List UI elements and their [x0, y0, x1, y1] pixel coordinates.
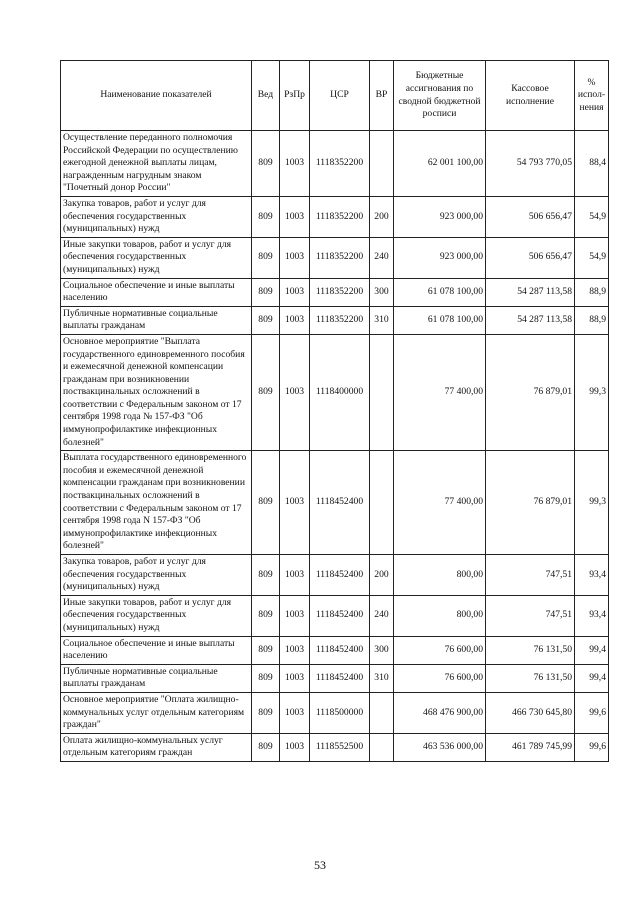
cell-execution-percent: 99,3: [575, 451, 609, 555]
cell-execution-percent: 54,9: [575, 196, 609, 237]
cell-cash-execution: 76 131,50: [486, 636, 575, 664]
table-row: [61, 306, 609, 334]
cell-ved: 809: [252, 636, 280, 664]
cell-cash-execution: 76 131,50: [486, 664, 575, 692]
page-number: 53: [314, 858, 326, 872]
cell-execution-percent: 93,4: [575, 595, 609, 636]
cell-csr: 1118452400: [310, 664, 370, 692]
cell-name: Социальное обеспечение и иные выплаты населению: [61, 278, 252, 306]
cell-csr: 1118400000: [310, 334, 370, 450]
cell-vr: 200: [370, 196, 394, 237]
cell-name: Социальное обеспечение и иные выплаты населению: [61, 636, 252, 664]
cell-vr: [370, 451, 394, 555]
table-row: [61, 595, 609, 636]
cell-rzpr: 1003: [280, 334, 310, 450]
cell-assignments: 923 000,00: [394, 237, 486, 278]
cell-execution-percent: 54,9: [575, 237, 609, 278]
cell-cash-execution: 747,51: [486, 555, 575, 596]
cell-ved: 809: [252, 451, 280, 555]
cell-execution-percent: 88,9: [575, 306, 609, 334]
cell-name: Иные закупки товаров, работ и услуг для обеспечения государственных (муниципальных) нужд: [61, 237, 252, 278]
cell-ved: 809: [252, 692, 280, 733]
cell-execution-percent: 99,6: [575, 733, 609, 761]
cell-assignments: 76 600,00: [394, 664, 486, 692]
cell-assignments: 468 476 900,00: [394, 692, 486, 733]
cell-assignments: 923 000,00: [394, 196, 486, 237]
cell-cash-execution: 54 287 113,58: [486, 278, 575, 306]
cell-vr: 240: [370, 237, 394, 278]
cell-vr: 300: [370, 636, 394, 664]
cell-cash-execution: 747,51: [486, 595, 575, 636]
cell-cash-execution: 54 793 770,05: [486, 131, 575, 197]
cell-name: Основное мероприятие "Выплата государственного единовременного пособия и ежемесячной денежной компенсации гражданам при возникновении поствакцинальных осложнений в соответствии с Федеральным законом от 17 сентября 1998 года № 157-ФЗ "Об иммунопрофилактике инфекционных болезней": [61, 334, 252, 450]
cell-name: Выплата государственного единовременного пособия и ежемесячной денежной компенсации гражданам при возникновении поствакцинальных осложнений в соответствии с Федеральным законом от 17 сентября 1998 года N 157-ФЗ "Об иммунопрофилактике инфекционных болезней": [61, 451, 252, 555]
header-ved: Вед: [252, 61, 280, 131]
cell-csr: 1118352200: [310, 131, 370, 197]
header-vr: ВР: [370, 61, 394, 131]
cell-assignments: 76 600,00: [394, 636, 486, 664]
cell-rzpr: 1003: [280, 237, 310, 278]
header-execution-percent: % испол-нения: [575, 61, 609, 131]
cell-name: Публичные нормативные социальные выплаты гражданам: [61, 664, 252, 692]
cell-cash-execution: 506 656,47: [486, 237, 575, 278]
cell-rzpr: 1003: [280, 692, 310, 733]
cell-vr: [370, 334, 394, 450]
cell-assignments: 61 078 100,00: [394, 306, 486, 334]
header-name: Наименование показателей: [61, 61, 252, 131]
cell-csr: 1118352200: [310, 237, 370, 278]
cell-assignments: 62 001 100,00: [394, 131, 486, 197]
table-row: [61, 692, 609, 733]
cell-vr: 240: [370, 595, 394, 636]
cell-vr: [370, 131, 394, 197]
cell-cash-execution: 76 879,01: [486, 334, 575, 450]
cell-vr: [370, 692, 394, 733]
cell-csr: 1118352200: [310, 196, 370, 237]
cell-execution-percent: 99,4: [575, 664, 609, 692]
header-assignments: Бюджетные ассигнования по сводной бюджетной росписи: [394, 61, 486, 131]
header-csr: ЦСР: [310, 61, 370, 131]
cell-ved: 809: [252, 237, 280, 278]
cell-csr: 1118352200: [310, 278, 370, 306]
cell-rzpr: 1003: [280, 196, 310, 237]
table-row: [61, 278, 609, 306]
table-row: [61, 131, 609, 197]
cell-execution-percent: 88,9: [575, 278, 609, 306]
cell-execution-percent: 93,4: [575, 555, 609, 596]
table-row: [61, 555, 609, 596]
cell-name: Закупка товаров, работ и услуг для обеспечения государственных (муниципальных) нужд: [61, 555, 252, 596]
cell-rzpr: 1003: [280, 306, 310, 334]
cell-assignments: 463 536 000,00: [394, 733, 486, 761]
cell-csr: 1118452400: [310, 451, 370, 555]
cell-rzpr: 1003: [280, 733, 310, 761]
table-row: [61, 451, 609, 555]
cell-cash-execution: 466 730 645,80: [486, 692, 575, 733]
cell-cash-execution: 54 287 113,58: [486, 306, 575, 334]
cell-execution-percent: 99,4: [575, 636, 609, 664]
cell-execution-percent: 99,6: [575, 692, 609, 733]
cell-ved: 809: [252, 595, 280, 636]
table-row: [61, 733, 609, 761]
cell-rzpr: 1003: [280, 451, 310, 555]
cell-name: Иные закупки товаров, работ и услуг для обеспечения государственных (муниципальных) нужд: [61, 595, 252, 636]
cell-ved: 809: [252, 196, 280, 237]
cell-ved: 809: [252, 278, 280, 306]
cell-ved: 809: [252, 555, 280, 596]
table-row: [61, 636, 609, 664]
table-body: [61, 131, 609, 762]
cell-assignments: 77 400,00: [394, 334, 486, 450]
cell-ved: 809: [252, 733, 280, 761]
header-rzpr: РзПр: [280, 61, 310, 131]
cell-name: Осуществление переданного полномочия Российской Федерации по осуществлению ежегодной денежной выплаты лицам, награжденным нагрудным знаком "Почетный донор России": [61, 131, 252, 197]
cell-csr: 1118452400: [310, 555, 370, 596]
cell-name: Закупка товаров, работ и услуг для обеспечения государственных (муниципальных) нужд: [61, 196, 252, 237]
cell-csr: 1118500000: [310, 692, 370, 733]
cell-assignments: 77 400,00: [394, 451, 486, 555]
cell-assignments: 800,00: [394, 595, 486, 636]
cell-execution-percent: 88,4: [575, 131, 609, 197]
cell-assignments: 800,00: [394, 555, 486, 596]
cell-rzpr: 1003: [280, 664, 310, 692]
cell-rzpr: 1003: [280, 278, 310, 306]
cell-cash-execution: 76 879,01: [486, 451, 575, 555]
cell-vr: 310: [370, 306, 394, 334]
table-row: [61, 237, 609, 278]
table-row: [61, 196, 609, 237]
cell-rzpr: 1003: [280, 595, 310, 636]
cell-execution-percent: 99,3: [575, 334, 609, 450]
table-header-row: [61, 61, 609, 131]
cell-csr: 1118452400: [310, 636, 370, 664]
cell-csr: 1118352200: [310, 306, 370, 334]
cell-csr: 1118452400: [310, 595, 370, 636]
table-row: [61, 664, 609, 692]
cell-assignments: 61 078 100,00: [394, 278, 486, 306]
cell-cash-execution: 506 656,47: [486, 196, 575, 237]
cell-rzpr: 1003: [280, 131, 310, 197]
cell-ved: 809: [252, 306, 280, 334]
cell-ved: 809: [252, 664, 280, 692]
budget-execution-table: [60, 60, 609, 762]
cell-vr: 200: [370, 555, 394, 596]
cell-ved: 809: [252, 334, 280, 450]
cell-name: Публичные нормативные социальные выплаты гражданам: [61, 306, 252, 334]
cell-name: Основное мероприятие "Оплата жилищно-коммунальных услуг отдельным категориям граждан": [61, 692, 252, 733]
table-row: [61, 334, 609, 450]
cell-csr: 1118552500: [310, 733, 370, 761]
cell-cash-execution: 461 789 745,99: [486, 733, 575, 761]
cell-rzpr: 1003: [280, 636, 310, 664]
cell-name: Оплата жилищно-коммунальных услуг отдельным категориям граждан: [61, 733, 252, 761]
cell-ved: 809: [252, 131, 280, 197]
cell-vr: 310: [370, 664, 394, 692]
cell-vr: 300: [370, 278, 394, 306]
cell-vr: [370, 733, 394, 761]
cell-rzpr: 1003: [280, 555, 310, 596]
header-cash-execution: Кассовое исполнение: [486, 61, 575, 131]
